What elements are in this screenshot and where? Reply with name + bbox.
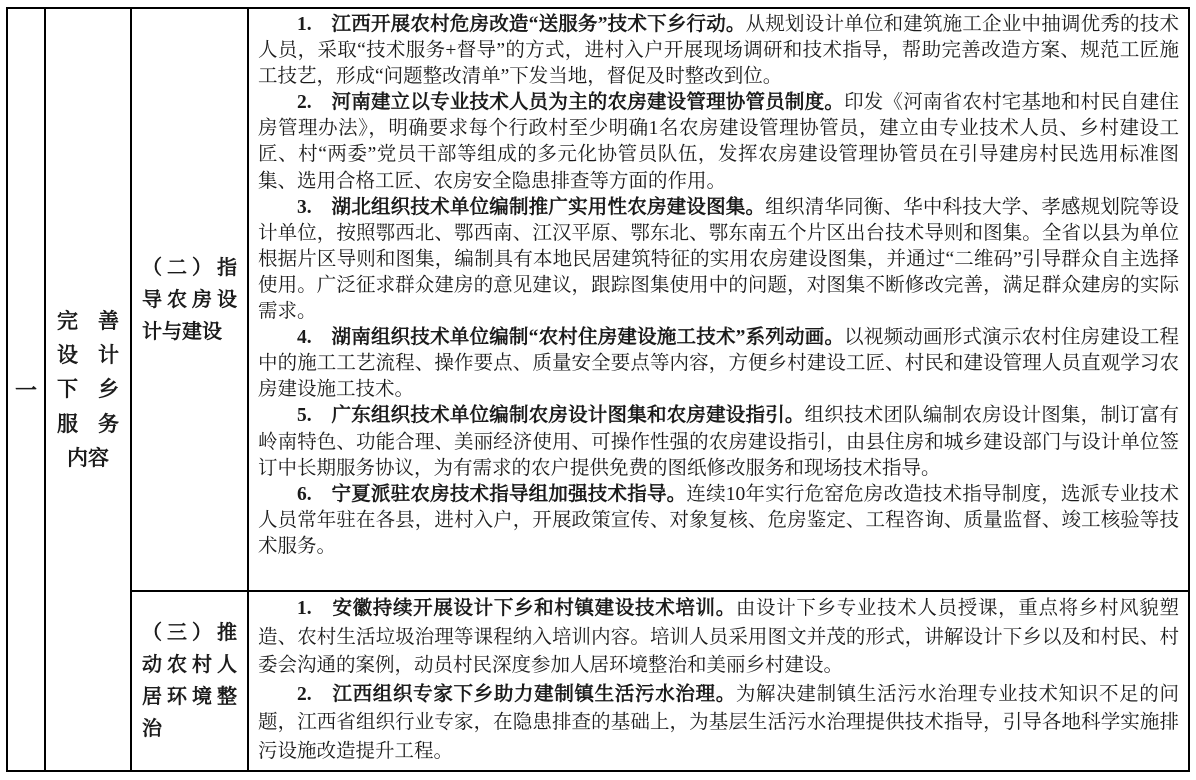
table-row <box>7 8 1189 591</box>
section-header: （二）指导农房设计与建设 <box>142 256 237 343</box>
item-title: 5. 广东组织技术单位编制农房设计图集和农房建设指引。 <box>297 405 805 427</box>
content-item <box>258 681 1179 767</box>
item-body: 连续10年实行危窑危房改造技术指导制度，选派专业技术人员常年驻在各县，进村入户，开展政策宣传、对象复核、危房鉴定、工程咨询、质量监督、竣工核验等技术服务。 <box>258 483 1179 557</box>
item-body: 从规划设计单位和建筑施工企业中抽调优秀的技术人员，采取“技术服务+督导”的方式，进村入户开展现场调研和技术指导，帮助完善改造方案、规范工匠施工技艺，形成“问题整改清单”下发当地，督促及时整改到位。 <box>258 14 1179 88</box>
row-number-cell <box>7 8 45 771</box>
section-content-cell <box>248 591 1189 771</box>
category-label: 完善设计下乡服务内容 <box>57 309 119 470</box>
item-title: 1. 安徽持续开展设计下乡和村镇建设技术培训。 <box>297 598 736 619</box>
item-body: 为解决建制镇生活污水治理专业技术知识不足的问题，江西省组织行业专家，在隐患排查的基础上，为基层生活污水治理提供技术指导，引导各地科学实施排污设施改造提升工程。 <box>258 683 1179 762</box>
item-body: 印发《河南省农村宅基地和村民自建住房管理办法》，明确要求每个行政村至少明确1名农房建设管理协管员，建立由专业技术人员、乡村建设工匠、村“两委”党员干部等组成的多元化协管员队伍，发挥农房建设管理协管员在引导建房村民选用标准图集、选用合格工匠、农房安全隐患排查等方面的作用。 <box>258 92 1179 192</box>
item-title: 1. 江西开展农村危房改造“送服务”技术下乡行动。 <box>297 14 746 35</box>
table-row <box>7 591 1189 771</box>
item-title: 3. 湖北组织技术单位编制推广实用性农房建设图集。 <box>297 196 766 218</box>
item-body: 组织技术团队编制农房设计图集，制订富有岭南特色、功能合理、美丽经济使用、可操作性强的农房建设指引，由县住房和城乡建设部门与设计单位签订中长期服务协议，为有需求的农户提供免费的图纸修改服务和现场技术指导。 <box>258 405 1179 479</box>
section-header-cell <box>131 591 248 771</box>
item-title: 6. 宁夏派驻农房技术指导组加强技术指导。 <box>297 483 687 505</box>
section-header-cell <box>131 8 248 591</box>
content-item <box>258 403 1179 481</box>
content-item <box>258 12 1179 90</box>
section-content-cell <box>248 8 1189 591</box>
content-item <box>258 482 1179 560</box>
item-title: 2. 江西组织专家下乡助力建制镇生活污水治理。 <box>297 683 736 705</box>
row-number: 一 <box>14 378 37 403</box>
service-content-table <box>6 7 1190 772</box>
item-body: 由设计下乡专业技术人员授课，重点将乡村风貌塑造、农村生活垃圾治理等课程纳入培训内容。培训人员采用图文并茂的形式，讲解设计下乡以及和村民、村委会沟通的案例，动员村民深度参加人居环境整治和美丽乡村建设。 <box>258 598 1179 676</box>
content-item <box>258 90 1179 194</box>
item-title: 4. 湖南组织技术单位编制“农村住房建设施工技术”系列动画。 <box>297 327 845 349</box>
section-header: （三）推动农村人居环境整治 <box>142 622 237 740</box>
item-title: 2. 河南建立以专业技术人员为主的农房建设管理协管员制度。 <box>297 92 845 114</box>
item-body: 组织清华同衡、华中科技大学、孝感规划院等设计单位，按照鄂西北、鄂西南、江汉平原、鄂东北、鄂东南五个片区出台技术导则和图集。全省以县为单位根据片区导则和图集，编制具有本地民居建筑特征的实用农房建设图集，并通过“二维码”引导群众自主选择使用。广泛征求群众建房的意见建议，跟踪图集使用中的问题，对图集不断修改完善，满足群众建房的实际需求。 <box>258 196 1179 323</box>
content-item <box>258 325 1179 403</box>
content-item <box>258 195 1179 325</box>
content-item <box>258 595 1179 681</box>
category-cell <box>45 8 131 771</box>
item-body: 以视频动画形式演示农村住房建设工程中的施工工艺流程、操作要点、质量安全要点等内容，方便乡村建设工匠、村民和建设管理人员直观学习农房建设施工技术。 <box>258 327 1179 401</box>
